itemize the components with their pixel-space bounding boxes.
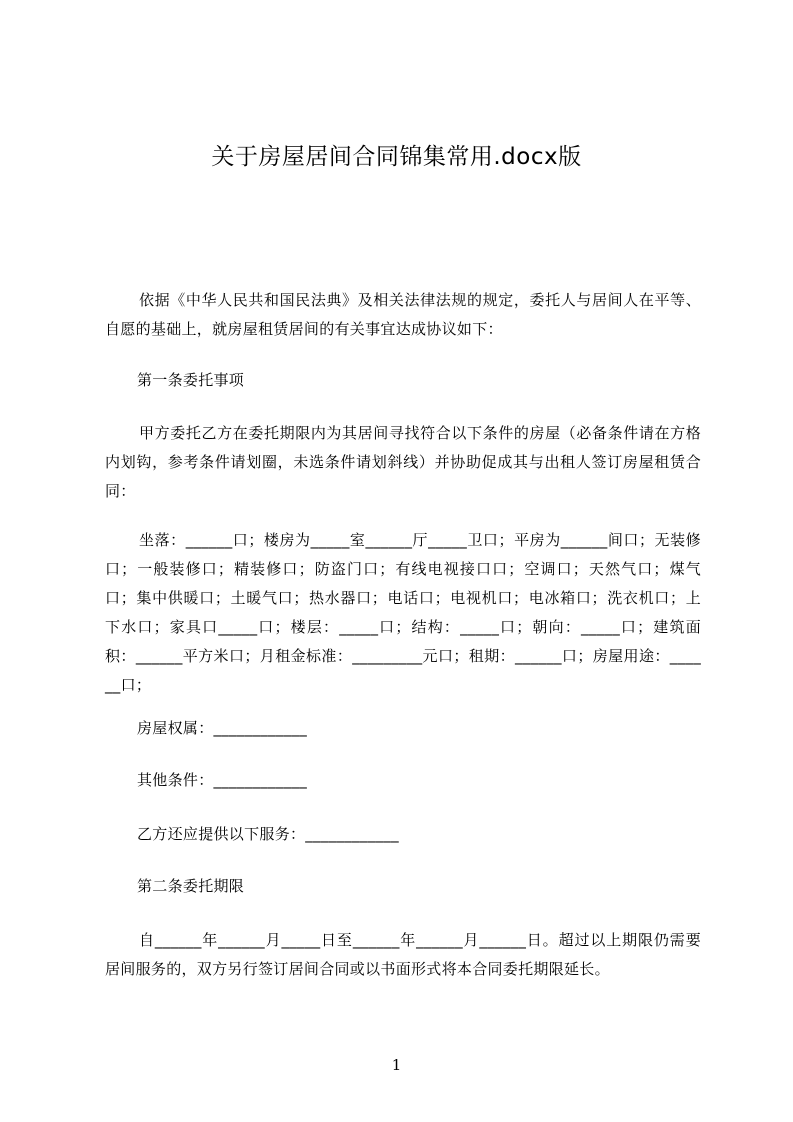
article1-heading: 第一条委托事项 (137, 371, 245, 389)
article1-body: 甲方委托乙方在委托期限内为其居间寻找符合以下条件的房屋（必备条件请在方格内划钩，参考条件请划圈，未选条件请划斜线）并协助促成其与出租人签订房屋租赁合同： (105, 424, 701, 500)
conditions-paragraph: 坐落：______口；楼房为_____室______厅_____卫口；平房为______间口；无装修口；一般装修口；精装修口；防盗门口；有线电视接口口；空调口；天然气口；煤气口；集中供暖口；土暖气口；热水器口；电话口；电视机口；电冰箱口；洗衣机口；上下水口；家具口_____口；楼层：_____口；结构：_____口；朝向：_____口；建筑面积：______平方米口；月租金标准：_________元口；租期：______口；房屋用途：______口； (105, 531, 701, 694)
article2-body: 自______年______月_____日至______年______月______日。超过以上期限仍需要居间服务的，双方另行签订居间合同或以书面形式将本合同委托期限延长。 (105, 931, 701, 978)
extra-services-line: 乙方还应提供以下服务：____________ (137, 825, 399, 843)
article2-heading: 第二条委托期限 (137, 877, 245, 895)
page-number: 1 (391, 1056, 402, 1074)
intro-paragraph: 依据《中华人民共和国民法典》及相关法律法规的规定，委托人与居间人在平等、自愿的基础上，就房屋租赁居间的有关事宜达成协议如下： (105, 291, 701, 338)
other-conditions-line: 其他条件：____________ (137, 771, 308, 789)
ownership-line: 房屋权属：____________ (137, 719, 308, 737)
document-title: 关于房屋居间合同锦集常用.docx版 (211, 144, 582, 170)
